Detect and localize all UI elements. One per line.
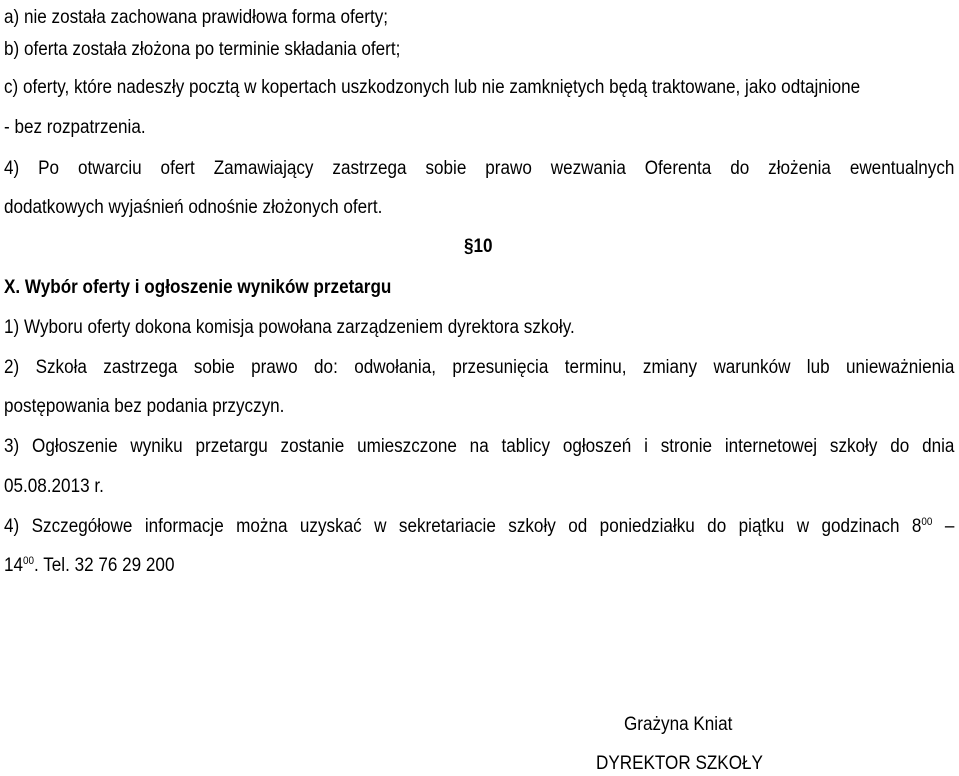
section-sign: § [464, 236, 474, 257]
item-c-line2: - bez rozpatrzenia. [4, 117, 146, 138]
selection-item-2-line2: postępowania bez podania przyczyn. [4, 396, 285, 417]
section-number [464, 235, 493, 259]
start-time-sup: 00 [921, 516, 933, 528]
selection-item-3-line2: 05.08.2013 r. [4, 476, 104, 497]
item-4-open-line1: 4) Po otwarciu ofert Zamawiający zastrzega sobie prawo wezwania Oferenta do złożenia ewentualnych [4, 158, 955, 179]
item-c-line1: c) oferty, które nadeszły pocztą w kopertach uszkodzonych lub nie zamkniętych będą traktowane, jako odtajnione [4, 77, 861, 98]
selection-item-1: 1) Wyboru oferty dokona komisja powołana zarządzeniem dyrektora szkoły. [4, 317, 575, 338]
item-4-open-line2: dodatkowych wyjaśnień odnośnie złożonych ofert. [4, 197, 383, 218]
selection-item-4-line2 [4, 554, 174, 578]
selection-item-3-line1: 3) Ogłoszenie wyniku przetargu zostanie umieszczone na tablicy ogłoszeń i stronie internetowej szkoły do dnia [4, 436, 955, 457]
signature-title: DYREKTOR SZKOŁY [596, 753, 763, 774]
section-heading: X. Wybór oferty i ogłoszenie wyników przetargu [4, 277, 392, 298]
item-b: b) oferta została złożona po terminie składania ofert; [4, 39, 401, 60]
end-hour: 14 [4, 555, 24, 576]
time-dash: – [944, 516, 955, 537]
selection-item-4-line1 [4, 515, 954, 539]
end-time-sup: 00 [23, 555, 35, 567]
item-4-text: 4) Szczegółowe informacje można uzyskać w sekretariacie szkoły od poniedziałku do piątku w godzinach 8 [4, 516, 922, 537]
selection-item-2-line1: 2) Szkoła zastrzega sobie prawo do: odwołania, przesunięcia terminu, zmiany warunków lub unieważnienia [4, 357, 955, 378]
phone-text: . Tel. 32 76 29 200 [34, 555, 175, 576]
section-label: 10 [473, 236, 493, 257]
item-a: a) nie została zachowana prawidłowa forma oferty; [4, 7, 388, 28]
signature-name: Grażyna Kniat [624, 714, 733, 735]
